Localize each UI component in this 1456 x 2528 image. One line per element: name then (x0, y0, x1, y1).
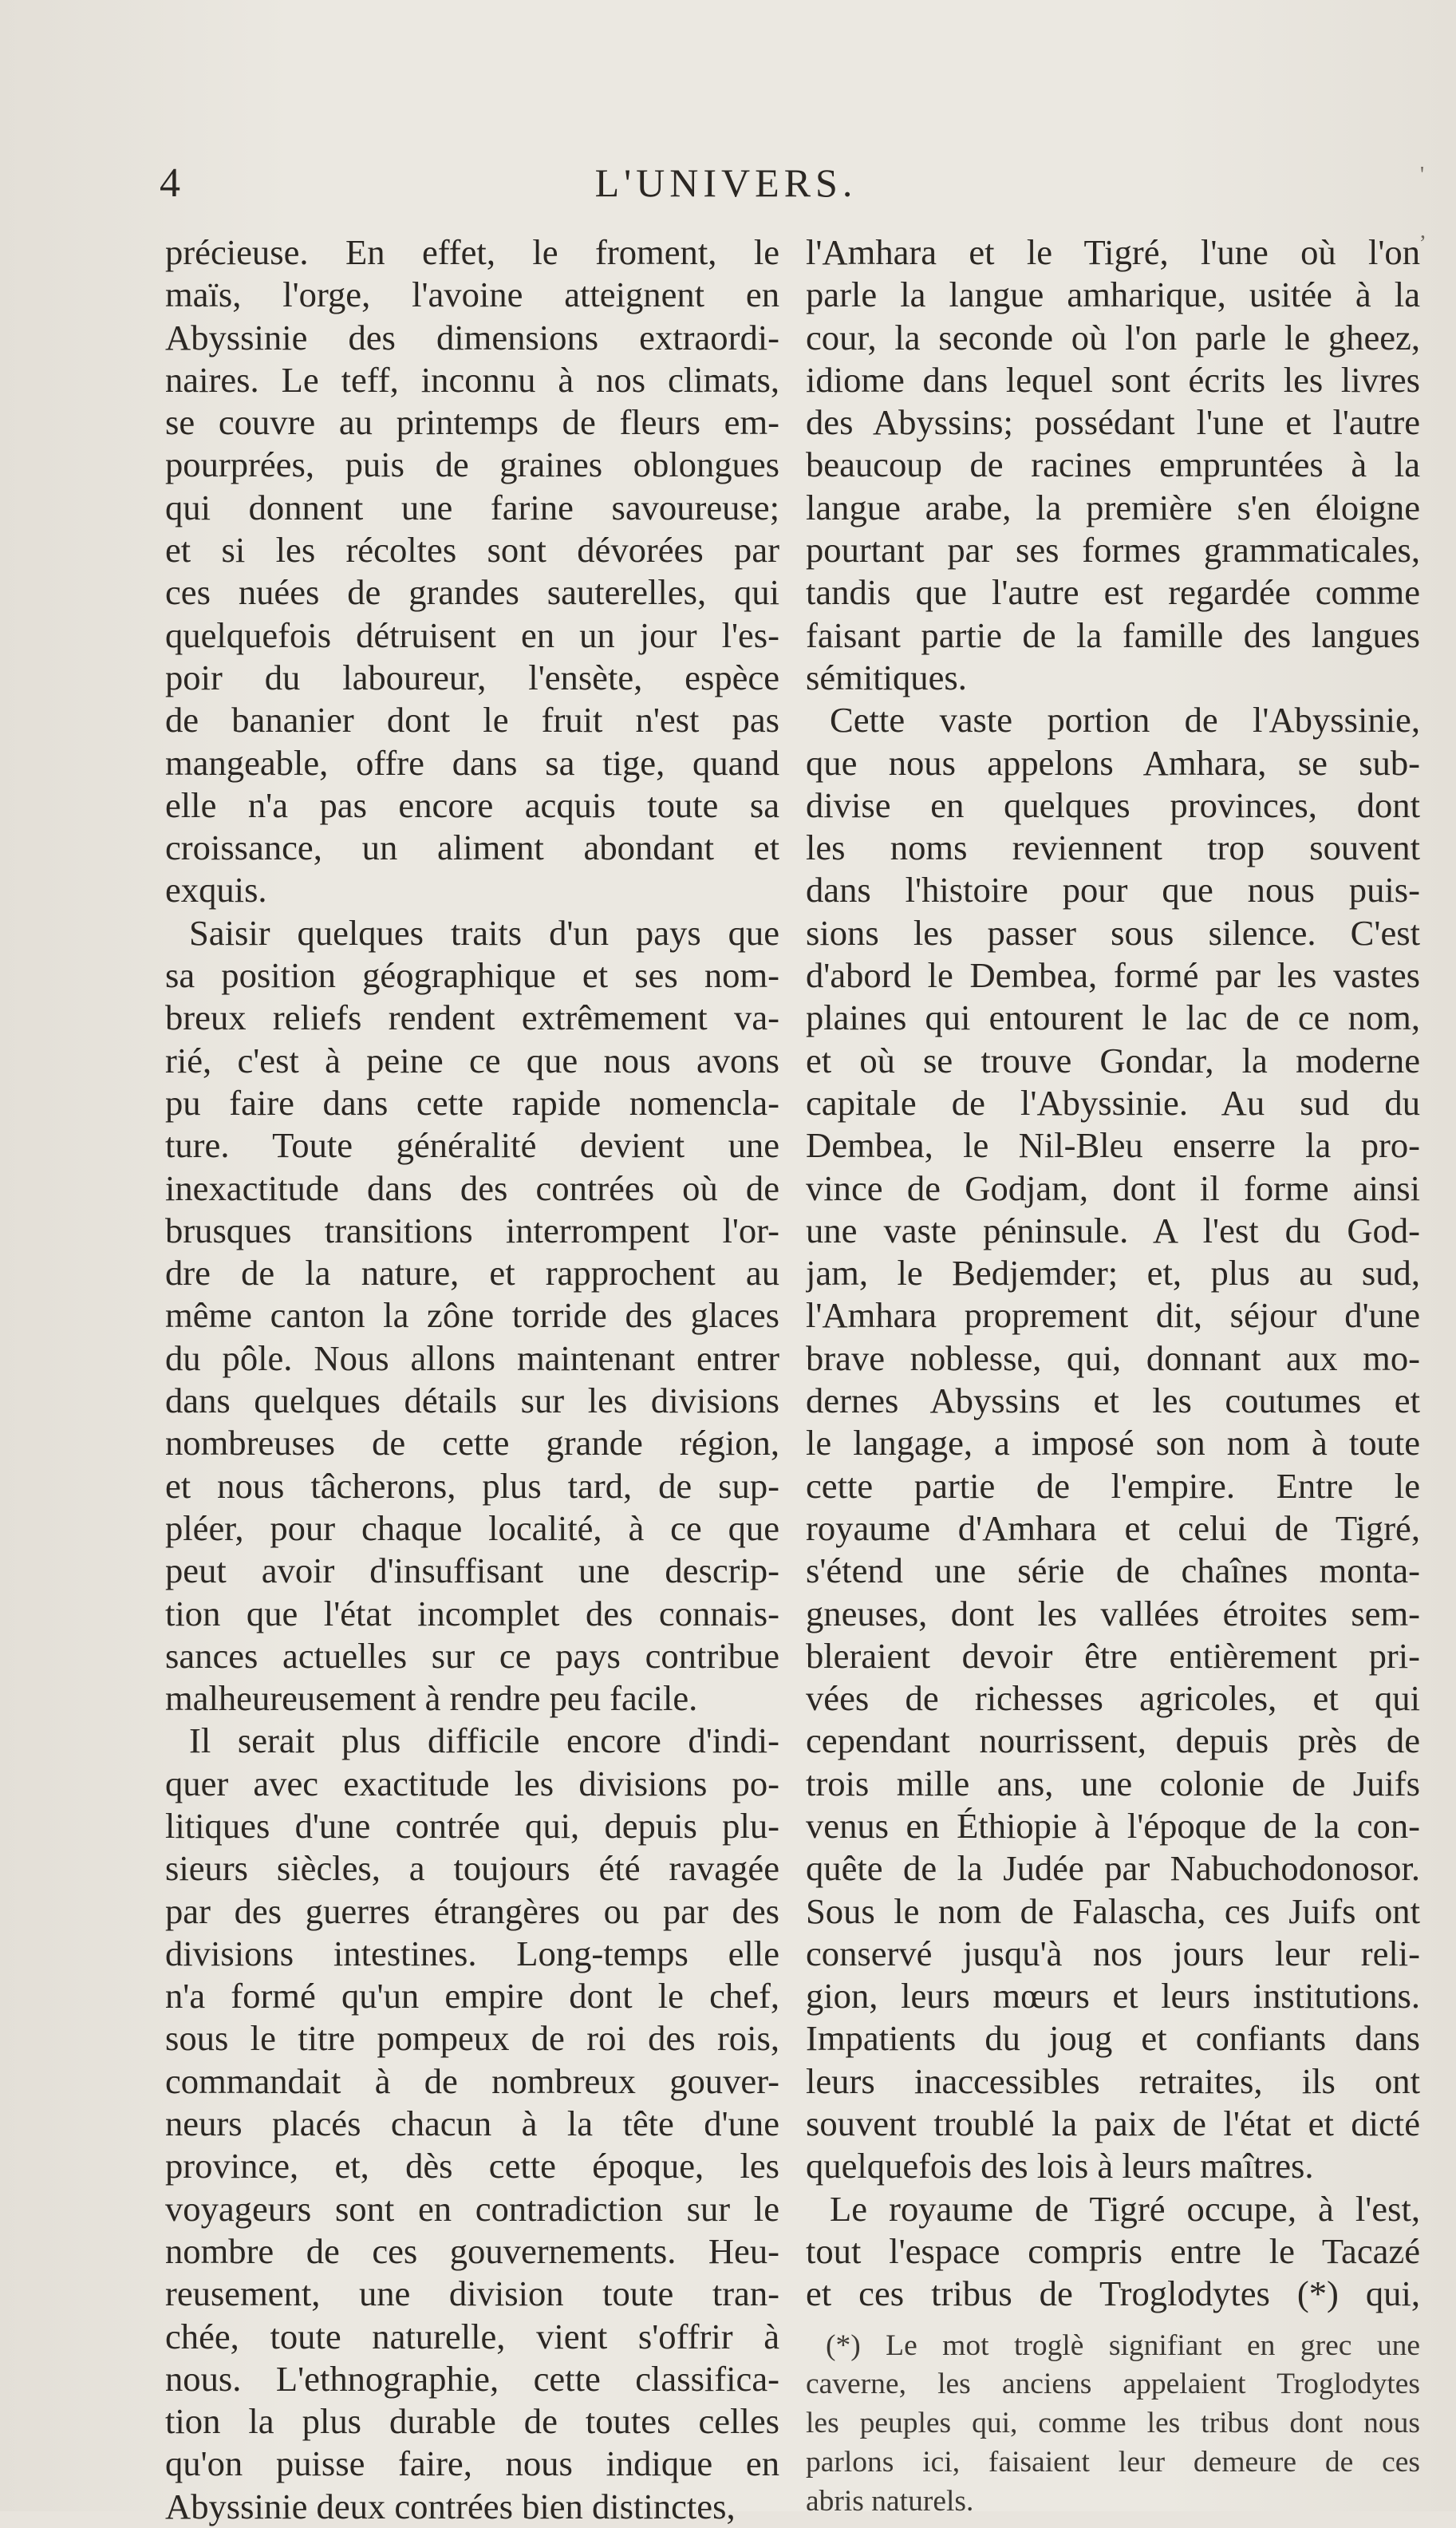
text-line: beaucoup de racines empruntées à la (806, 444, 1420, 485)
text-line: vince de Godjam, dont il forme ainsi (806, 1167, 1420, 1208)
text-line: que nous appelons Amhara, se sub- (806, 742, 1420, 783)
text-line: tandis que l'autre est regardée comme (806, 572, 1420, 613)
text-line: vées de richesses agricoles, et qui (806, 1678, 1420, 1719)
text-line: n'a formé qu'un empire dont le chef, (165, 1976, 779, 2016)
text-line: inexactitude dans des contrées où de (165, 1167, 779, 1208)
text-line: quelquefois des lois à leurs maîtres. (806, 2146, 1314, 2186)
margin-mark: , (1420, 219, 1426, 243)
text-line: et si les récoltes sont dévorées par (165, 530, 779, 571)
text-line: et nous tâcherons, plus tard, de sup- (165, 1465, 779, 1506)
text-line: parle la langue amharique, usitée à la (806, 275, 1420, 315)
text-line: sémitiques. (806, 657, 967, 697)
text-line: dans l'histoire pour que nous puis- (806, 870, 1420, 910)
text-line: rié, c'est à peine ce que nous avons (165, 1040, 779, 1080)
text-line: ture. Toute généralité devient une (165, 1125, 779, 1166)
text-line: faisant partie de la famille des langues (806, 614, 1420, 655)
text-line: pourprées, puis de graines oblongues (165, 444, 779, 485)
text-line: tout l'espace compris entre le Tacazé (806, 2230, 1420, 2271)
text-line: divise en quelques provinces, dont (806, 784, 1420, 825)
text-line: Cette vaste portion de l'Abyssinie, (830, 700, 1420, 741)
text-line: Saisir quelques traits d'un pays que (189, 912, 779, 953)
text-line: dans quelques détails sur les divisions (165, 1381, 779, 1421)
text-line: voyageurs sont en contradiction sur le (165, 2188, 779, 2229)
text-line: gneuses, dont les vallées étroites sem- (806, 1593, 1420, 1633)
text-line: des Abyssins; possédant l'une et l'autre (806, 402, 1420, 443)
text-line: sances actuelles sur ce pays contribue (165, 1635, 779, 1676)
text-line: caverne, les anciens appelaient Troglodytes (806, 2368, 1420, 2401)
text-line: gion, leurs mœurs et leurs institutions. (806, 1976, 1420, 2016)
text-line: Il serait plus difficile encore d'indi- (189, 1720, 779, 1761)
running-title: L'UNIVERS. (594, 160, 858, 205)
text-line: sions les passer sous silence. C'est (806, 912, 1420, 953)
text-line: sa position géographique et ses nom- (165, 955, 779, 996)
text-line: précieuse. En effet, le froment, le (165, 232, 779, 272)
text-line: Dembea, le Nil-Bleu enserre la pro- (806, 1125, 1420, 1166)
text-line: trois mille ans, une colonie de Juifs (806, 1763, 1420, 1803)
text-line: sous le titre pompeux de roi des rois, (165, 2018, 779, 2059)
text-line: quer avec exactitude les divisions po- (165, 1763, 779, 1803)
text-line: litiques d'une contrée qui, depuis plu- (165, 1805, 779, 1846)
text-line: qui donnent une farine savoureuse; (165, 487, 779, 527)
footnote (806, 2327, 1420, 2522)
text-line: venus en Éthiopie à l'époque de la con- (806, 1805, 1420, 1846)
text-line: de bananier dont le fruit n'est pas (165, 700, 779, 741)
text-line: peut avoir d'insuffisant une descrip- (165, 1550, 779, 1591)
text-line: tion la plus durable de toutes celles (165, 2401, 779, 2442)
text-line: royaume d'Amhara et celui de Tigré, (806, 1507, 1420, 1548)
text-line: dernes Abyssins et les coutumes et (806, 1381, 1420, 1421)
text-line: breux reliefs rendent extrêmement va- (165, 997, 779, 1038)
left-column (165, 231, 779, 2528)
text-line: province, et, dès cette époque, les (165, 2146, 779, 2186)
text-line: mangeable, offre dans sa tige, quand (165, 742, 779, 783)
text-line: et où se trouve Gondar, la moderne (806, 1040, 1420, 1080)
text-line: les noms reviennent trop souvent (806, 828, 1420, 868)
text-line: se couvre au printemps de fleurs em- (165, 402, 779, 443)
text-line: Abyssinie deux contrées bien distinctes, (165, 2486, 736, 2526)
text-line: commandait à de nombreux gouver- (165, 2060, 779, 2101)
text-line: d'abord le Dembea, formé par les vastes (806, 955, 1420, 996)
text-line: Abyssinie des dimensions extraordi- (165, 317, 779, 357)
text-line: langue arabe, la première s'en éloigne (806, 487, 1420, 527)
text-line: (*) Le mot troglè signifiant en grec une (826, 2329, 1420, 2362)
text-line: leurs inaccessibles retraites, ils ont (806, 2060, 1420, 2101)
text-line: souvent troublé la paix de l'état et dicté (806, 2103, 1420, 2144)
margin-mark: ' (1420, 163, 1425, 188)
text-line: brave noblesse, qui, donnant aux mo- (806, 1337, 1420, 1378)
text-line: pourtant par ses formes grammaticales, (806, 530, 1420, 571)
text-line: naires. Le teff, inconnu à nos climats, (165, 359, 779, 400)
right-column (806, 231, 1420, 2522)
text-line: conservé jusqu'à nos jours leur reli- (806, 1933, 1420, 1973)
text-line: plaines qui entourent le lac de ce nom, (806, 997, 1420, 1038)
text-line: chée, toute naturelle, vient s'offrir à (165, 2316, 779, 2356)
text-line: abris naturels. (806, 2484, 974, 2518)
text-line: malheureusement à rendre peu facile. (165, 1678, 698, 1719)
text-line: l'Amhara proprement dit, séjour d'une (806, 1295, 1420, 1336)
page-header (160, 160, 1292, 215)
text-line: cependant nourrissent, depuis près de (806, 1720, 1420, 1761)
text-line: dre de la nature, et rapprochent au (165, 1253, 779, 1294)
text-line: brusques transitions interrompent l'or- (165, 1210, 779, 1250)
text-line: exquis. (165, 870, 267, 910)
text-line: divisions intestines. Long-temps elle (165, 1933, 779, 1973)
text-line: maïs, l'orge, l'avoine atteignent en (165, 275, 779, 315)
text-line: pu faire dans cette rapide nomencla- (165, 1082, 779, 1123)
text-line: sieurs siècles, a toujours été ravagée (165, 1848, 779, 1889)
right-column-text (806, 231, 1420, 2316)
text-line: elle n'a pas encore acquis toute sa (165, 784, 779, 825)
text-line: croissance, un aliment abondant et (165, 828, 779, 868)
text-line: Le royaume de Tigré occupe, à l'est, (830, 2188, 1420, 2229)
text-line: cour, la seconde où l'on parle le gheez, (806, 317, 1420, 357)
text-line: s'étend une série de chaînes monta- (806, 1550, 1420, 1591)
text-line: Sous le nom de Falascha, ces Juifs ont (806, 1890, 1420, 1931)
margin-marks (1420, 148, 1426, 259)
text-line: Impatients du joug et confiants dans (806, 2018, 1420, 2059)
text-line: une vaste péninsule. A l'est du God- (806, 1210, 1420, 1250)
text-line: nombre de ces gouvernements. Heu- (165, 2230, 779, 2271)
text-line: reusement, une division toute tran- (165, 2273, 779, 2314)
text-line: capitale de l'Abyssinie. Au sud du (806, 1082, 1420, 1123)
text-line: nombreuses de cette grande région, (165, 1423, 779, 1463)
text-line: tion que l'état incomplet des connais- (165, 1593, 779, 1633)
text-line: bleraient devoir être entièrement pri- (806, 1635, 1420, 1676)
text-line: neurs placés chacun à la tête d'une (165, 2103, 779, 2144)
text-line: quête de la Judée par Nabuchodonosor. (806, 1848, 1420, 1889)
text-line: ces nuées de grandes sauterelles, qui (165, 572, 779, 613)
text-line: idiome dans lequel sont écrits les livres (806, 359, 1420, 400)
text-line: qu'on puisse faire, nous indique en (165, 2443, 779, 2484)
text-line: nous. L'ethnographie, cette classifica- (165, 2358, 779, 2399)
text-line: et ces tribus de Troglodytes (*) qui, (806, 2273, 1420, 2314)
text-line: jam, le Bedjemder; et, plus au sud, (806, 1253, 1420, 1294)
text-line: le langage, a imposé son nom à toute (806, 1423, 1420, 1463)
text-line: poir du laboureur, l'ensète, espèce (165, 657, 779, 697)
text-line: quelquefois détruisent en un jour l'es- (165, 614, 779, 655)
text-line: pléer, pour chaque localité, à ce que (165, 1507, 779, 1548)
text-line: cette partie de l'empire. Entre le (806, 1465, 1420, 1506)
text-line: même canton la zône torride des glaces (165, 1295, 779, 1336)
text-line: les peuples qui, comme les tribus dont nous (806, 2407, 1420, 2440)
page-number: 4 (160, 160, 181, 206)
text-line: du pôle. Nous allons maintenant entrer (165, 1337, 779, 1378)
text-line: parlons ici, faisaient leur demeure de ces (806, 2445, 1420, 2479)
text-line: l'Amhara et le Tigré, l'une où l'on (806, 232, 1420, 272)
text-line: par des guerres étrangères ou par des (165, 1890, 779, 1931)
